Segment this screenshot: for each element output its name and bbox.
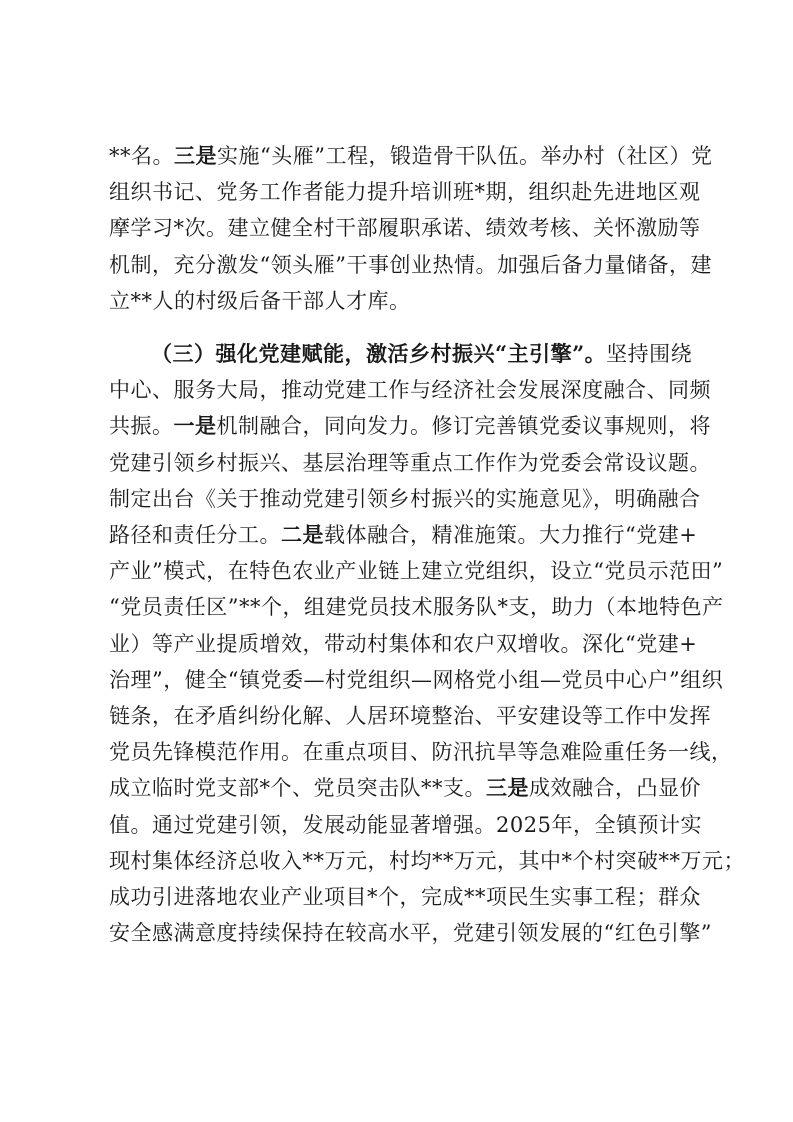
text-line (109, 408, 711, 444)
text-line (109, 138, 713, 174)
text-segment: 治理”，健全“镇党委—村党组织—网格党小组—党员中心户”组织 (109, 667, 724, 692)
text-line (109, 698, 711, 734)
text-line (109, 734, 733, 770)
text-segment: “党员责任区”**个，组建党员技术服务队*支，助力（本地特色产 (109, 595, 724, 620)
text-line (109, 372, 711, 408)
text-segment: **名。 (109, 144, 174, 168)
text-line (109, 247, 712, 283)
bold-text-segment: 三是 (174, 143, 217, 168)
text-segment: 成立临时党支部*个、党员突击队**支。 (109, 776, 486, 801)
bold-text-segment: （三）强化党建赋能，激活乡村振兴“主引擎”。 (151, 341, 607, 366)
text-line (109, 662, 724, 698)
text-segment: 路径和责任分工。 (109, 523, 281, 547)
text-segment: 成效融合，凸显价 (529, 776, 701, 801)
text-line (109, 481, 701, 517)
text-segment: 机制融合，同向发力。修订完善镇党委议事规则，将 (216, 414, 711, 439)
text-line (109, 770, 701, 806)
text-segment: 值。通过党建引领，发展动能显著增强。2025年，全镇预计实 (109, 812, 702, 837)
text-line (109, 843, 745, 879)
text-segment: 链条，在矛盾纠纷化解、人居环境整治、平安建设等工作中发挥 (109, 704, 711, 728)
text-line (109, 879, 701, 915)
text-segment: 制定出台《关于推动党建引领乡村振兴的实施意见》，明确融合 (109, 486, 701, 511)
bold-text-segment: 一是 (173, 413, 217, 439)
bold-text-segment: 二是 (281, 522, 324, 547)
text-segment: 现村集体经济总收入**万元，村均**万元，其中*个村突破**万元； (109, 848, 745, 873)
text-line (109, 589, 724, 625)
text-segment: 成功引进落地农业产业项目*个，完成**项民生实事工程；群众 (109, 885, 701, 909)
text-line (109, 517, 698, 553)
text-segment: 党员先锋模范作用。在重点项目、防汛抗旱等急难险重任务一线， (109, 740, 733, 765)
text-line (109, 210, 701, 246)
text-segment: 产业”模式，在特色农业产业链上建立党组织，设立“党员示范田” (109, 559, 724, 584)
text-segment: 立**人的村级后备干部人才库。 (109, 288, 411, 313)
text-line (151, 336, 693, 372)
text-line (109, 445, 711, 481)
text-segment: 安全感满意度持续保持在较高水平，党建引领发展的“红色引擎” (109, 921, 712, 946)
text-segment: 坚持围绕 (606, 342, 693, 366)
text-segment: 中心、服务大局，推动党建工作与经济社会发展深度融合、同频 (109, 378, 711, 403)
bold-text-segment: 三是 (486, 775, 529, 801)
text-segment: 载体融合，精准施策。大力推行“党建+ (324, 523, 698, 547)
text-segment: 组织书记、党务工作者能力提升培训班*期，组织赴先进地区观 (109, 180, 701, 205)
text-line (109, 626, 698, 662)
text-line (109, 174, 701, 210)
text-segment: 摩学习*次。建立健全村干部履职承诺、绩效考核、关怀激励等 (109, 216, 701, 241)
text-line (109, 807, 702, 843)
text-line (109, 553, 724, 589)
text-line (109, 915, 712, 951)
text-segment: 共振。 (109, 414, 174, 439)
text-segment: 实施“头雁”工程，锻造骨干队伍。举办村（社区）党 (217, 144, 713, 168)
text-segment: 业）等产业提质增效，带动村集体和农户双增收。深化“党建+ (109, 631, 698, 656)
text-line (109, 283, 684, 319)
text-segment: 党建引领乡村振兴、基层治理等重点工作作为党委会常设议题。 (109, 450, 711, 475)
text-segment: 机制，充分激发“领头雁”干事创业热情。加强后备力量储备，建 (109, 252, 712, 277)
